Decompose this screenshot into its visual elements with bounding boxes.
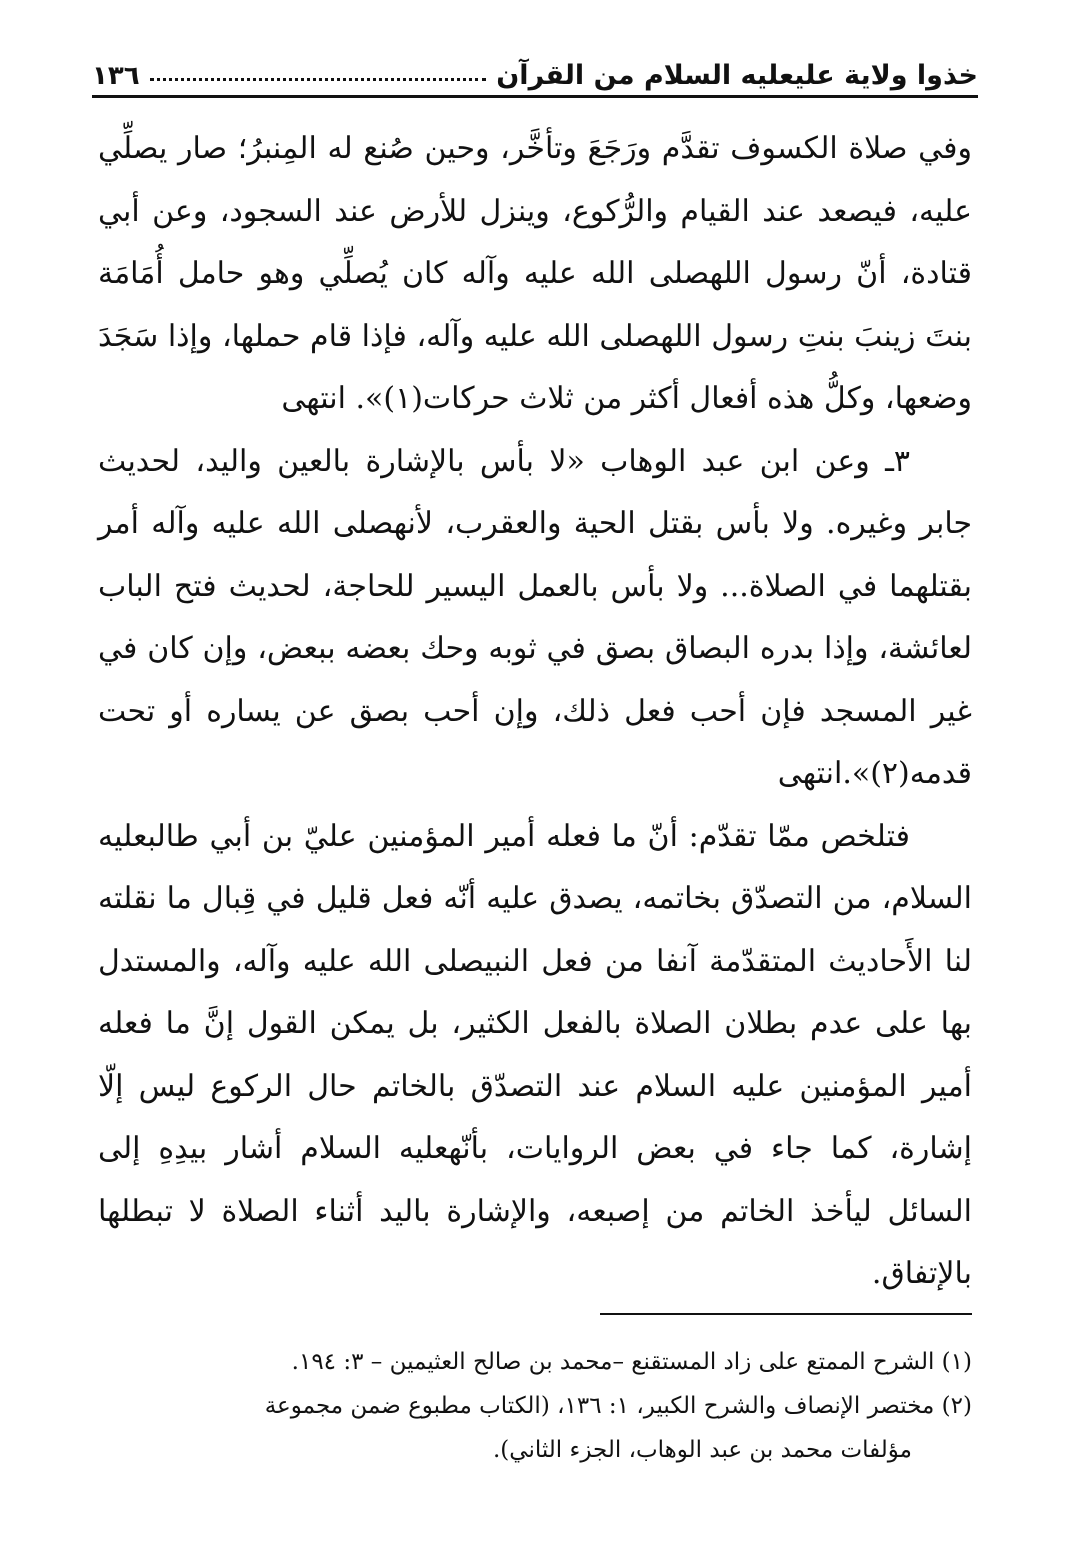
page-number: ١٣٦ (92, 61, 140, 91)
paragraph-1: وفي صلاة الكسوف تقدَّم ورَجَعَ وتأخَّر، وحين صُنع له المِنبرُ؛ صار يصلِّي عليه، فيصعد عند القيام والرُّكوع، وينزل للأرض عند السجود، وعن أبي قتادة، أنّ رسول اللهصلى الله عليه وآله كان يُصلِّي وهو حامل أُمَامَة بنتَ زينبَ بنتِ رسول اللهصلى الله عليه وآله، فإذا قام حملها، وإذا سَجَدَ وضعها، وكلُّ هذه أفعال أكثر من ثلاث حركات(١)». انتهى (98, 131, 972, 416)
footnote-separator (600, 1313, 972, 1315)
running-header-title: خذوا ولاية عليعليه السلام من القرآن (496, 60, 978, 91)
footnotes (98, 1340, 972, 1472)
footnote-1: (١) الشرح الممتع على زاد المستقنع –محمد بن صالح العثيمين – ٣: ١٩٤. (291, 1349, 972, 1375)
paragraph-2: ٣ـ وعن ابن عبد الوهاب «لا بأس بالإشارة بالعين واليد، لحديث جابر وغيره. ولا بأس بقتل الحية والعقرب، لأنهصلى الله عليه وآله أمر بقتلهما في الصلاة... ولا بأس بالعمل اليسير للحاجة، لحديث فتح الباب لعائشة، وإذا بدره البصاق بصق في ثوبه وحك بعضه ببعض، وإن كان في غير المسجد فإن أحب فعل ذلك، وإن أحب بصق عن يساره أو تحت قدمه(٢)».انتهى (98, 443, 972, 791)
running-header (92, 42, 978, 98)
header-dot-leader (150, 78, 487, 81)
main-text (98, 118, 972, 1306)
paragraph-3: فتلخص ممّا تقدّم: أنّ ما فعله أمير المؤمنين عليّ بن أبي طالبعليه السلام، من التصدّق بخاتمه، يصدق عليه أنّه فعل قليل في قِبال ما نقلته لنا الأَحاديث المتقدّمة آنفا من فعل النبيصلى الله عليه وآله، والمستدل بها على عدم بطلان الصلاة بالفعل الكثير، بل يمكن القول إنَّ ما فعله أمير المؤمنين عليه السلام عند التصدّق بالخاتم حال الركوع ليس إلّا إشارة، كما جاء في بعض الروايات، بأنّهعليه السلام أشار بيدِهِ إلى السائل ليأخذ الخاتم من إصبعه، والإشارة باليد أثناء الصلاة لا تبطلها بالإتفاق. (98, 818, 972, 1291)
footnote-2: (٢) مختصر الإنصاف والشرح الكبير، ١: ١٣٦، (الكتاب مطبوع ضمن مجموعة (264, 1393, 972, 1419)
footnote-2-continuation: مؤلفات محمد بن عبد الوهاب، الجزء الثاني). (493, 1437, 912, 1463)
